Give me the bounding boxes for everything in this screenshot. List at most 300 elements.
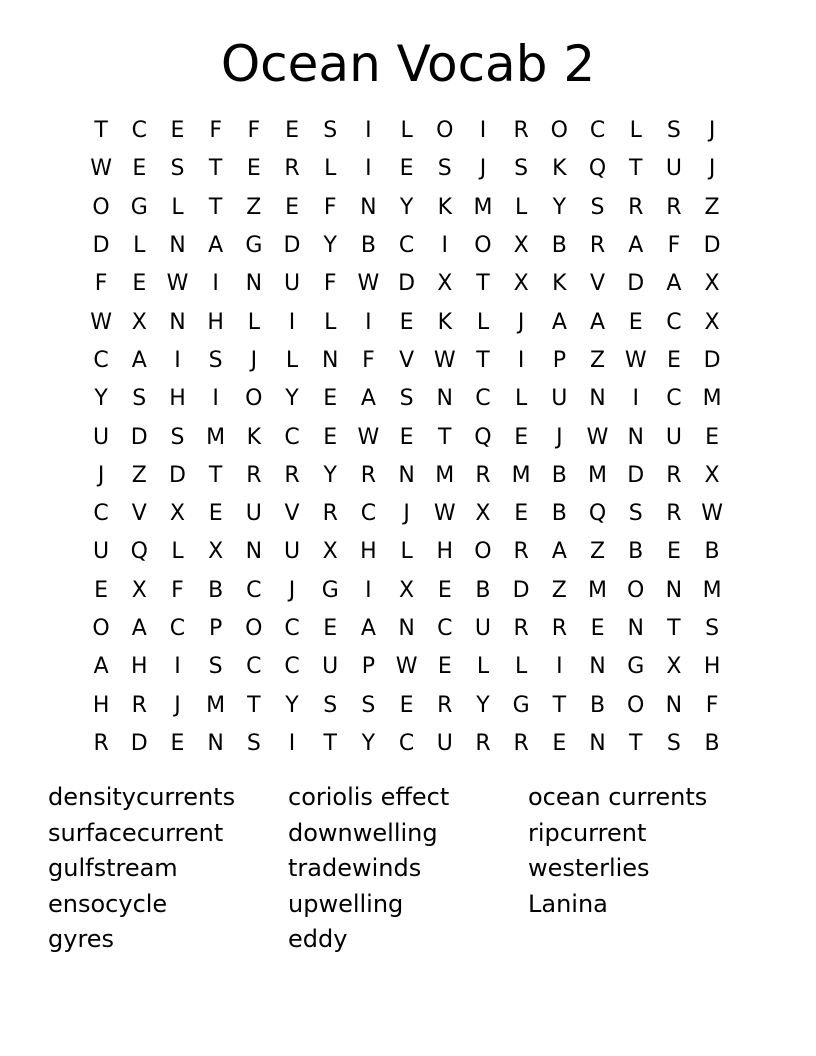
word-list-item: tradewinds [288, 854, 422, 883]
grid-letter: S [323, 692, 338, 718]
grid-letter: N [398, 616, 415, 641]
grid-letter: C [589, 118, 606, 144]
grid-letter: R [551, 616, 567, 641]
grid-letter: L [285, 347, 299, 373]
grid-letter: A [360, 386, 376, 412]
grid-letter: R [666, 194, 682, 220]
grid-letter: M [435, 462, 455, 488]
grid-letter: H [360, 539, 377, 565]
grid-letter: O [245, 386, 263, 412]
grid-letter: B [551, 501, 567, 527]
word-list-item: ocean currents [528, 783, 708, 811]
grid-letter: O [436, 118, 454, 144]
grid-letter: E [285, 118, 299, 144]
grid-letter: R [628, 194, 644, 220]
grid-letter: I [365, 118, 372, 144]
grid-letter: I [365, 156, 372, 182]
grid-letter: Z [589, 347, 606, 373]
grid-letter: K [437, 309, 452, 335]
grid-letter: E [514, 424, 529, 450]
grid-letter: T [476, 271, 490, 297]
grid-letter: Q [130, 539, 148, 565]
grid-letter: C [284, 616, 300, 641]
grid-letter: Q [588, 156, 607, 182]
grid-letter: E [437, 654, 452, 680]
grid-letter: X [704, 462, 720, 488]
grid-letter: J [517, 309, 525, 335]
grid-letter: T [667, 616, 681, 641]
grid-letter: C [246, 654, 262, 680]
grid-letter: X [399, 577, 415, 603]
grid-letter: N [169, 309, 186, 335]
grid-letter: S [705, 616, 720, 641]
grid-letter: S [590, 194, 605, 220]
grid-letter: M [206, 692, 226, 718]
grid-letter: W [433, 347, 456, 373]
grid-letter: E [323, 386, 338, 412]
grid-letter: F [323, 194, 337, 220]
grid-letter: S [132, 386, 147, 412]
grid-letter: N [627, 424, 644, 450]
grid-letter: E [170, 118, 185, 144]
grid-letter: S [666, 730, 681, 756]
grid-letter: F [171, 577, 184, 603]
grid-letter: H [169, 386, 186, 412]
grid-letter: B [208, 577, 224, 603]
grid-letter: O [92, 194, 110, 220]
grid-letter: E [285, 194, 299, 220]
word-list-item: gulfstream [48, 854, 178, 883]
grid-letter: B [589, 692, 606, 718]
grid-letter: R [437, 692, 453, 718]
grid-letter: R [131, 692, 147, 718]
grid-letter: N [665, 692, 683, 718]
grid-letter: L [515, 194, 528, 220]
grid-letter: E [246, 156, 261, 182]
grid-letter: X [704, 271, 720, 297]
grid-letter: X [437, 271, 453, 297]
grid-letter: A [208, 233, 224, 259]
word-list-item: downwelling [288, 818, 438, 847]
grid-letter: R [513, 616, 529, 641]
grid-letter: Q [588, 501, 607, 527]
grid-letter: G [245, 233, 263, 259]
grid-letter: N [245, 539, 263, 565]
grid-letter: V [131, 501, 147, 527]
grid-letter: M [206, 424, 226, 450]
grid-letter: W [357, 424, 380, 450]
grid-letter: C [360, 501, 377, 527]
grid-letter: V [590, 271, 606, 297]
grid-letter: J [288, 577, 296, 603]
grid-letter: U [665, 156, 682, 182]
grid-letter: X [513, 271, 529, 297]
grid-letter: I [517, 347, 525, 373]
grid-letter: R [93, 730, 109, 756]
grid-letter: R [322, 501, 338, 527]
grid-letter: U [93, 539, 110, 565]
grid-letter: J [174, 692, 181, 718]
grid-letter: Y [399, 194, 414, 220]
grid-letter: Q [474, 424, 492, 450]
grid-letter: O [245, 616, 263, 641]
grid-letter: Y [323, 233, 337, 259]
grid-letter: T [323, 730, 337, 756]
grid-letter: N [665, 577, 683, 603]
grid-letter: R [666, 501, 682, 527]
grid-letter: Z [589, 539, 606, 565]
grid-letter: U [93, 424, 110, 450]
grid-letter: W [166, 271, 189, 297]
grid-letter: D [512, 577, 530, 603]
grid-letter: T [208, 194, 223, 220]
grid-letter: E [437, 577, 452, 603]
grid-letter: H [703, 654, 721, 680]
grid-letter: J [250, 347, 258, 373]
grid-letter: Z [704, 194, 720, 220]
grid-letter: E [132, 156, 147, 182]
grid-letter: D [130, 424, 148, 450]
grid-letter: O [627, 692, 645, 718]
grid-letter: L [629, 118, 642, 144]
grid-letter: N [589, 730, 606, 756]
grid-letter: N [169, 233, 186, 259]
grid-letter: A [628, 233, 644, 259]
grid-letter: K [552, 156, 567, 182]
grid-letter: K [552, 271, 567, 297]
grid-letter: F [705, 692, 719, 718]
grid-letter: O [92, 616, 110, 641]
grid-letter: D [130, 730, 148, 756]
grid-letter: C [475, 386, 491, 412]
grid-letter: X [208, 539, 224, 565]
grid-letter: S [208, 347, 223, 373]
grid-letter: R [246, 462, 262, 488]
grid-letter: X [131, 309, 147, 335]
grid-letter: T [208, 462, 223, 488]
grid-letter: W [624, 347, 647, 373]
grid-letter: V [284, 501, 300, 527]
grid-letter: M [702, 386, 722, 412]
grid-letter: F [667, 233, 681, 259]
grid-letter: L [515, 654, 528, 680]
grid-letter: C [284, 424, 300, 450]
grid-letter: L [171, 539, 184, 565]
grid-letter: Z [131, 462, 147, 488]
grid-letter: J [556, 424, 563, 450]
grid-letter: Y [323, 462, 337, 488]
grid-letter: E [666, 539, 681, 565]
grid-letter: B [360, 233, 376, 259]
grid-letter: Z [246, 194, 262, 220]
grid-letter: Y [476, 692, 490, 718]
grid-letter: T [94, 118, 108, 144]
grid-letter: E [399, 692, 414, 718]
grid-letter: B [551, 462, 567, 488]
grid-letter: L [324, 309, 337, 335]
grid-letter: Y [285, 386, 299, 412]
grid-letter: I [632, 386, 639, 412]
grid-letter: B [475, 577, 491, 603]
grid-letter: D [168, 462, 186, 488]
word-list-item: surfacecurrent [48, 818, 224, 847]
grid-letter: N [245, 271, 263, 297]
grid-letter: U [322, 654, 339, 680]
grid-letter: B [704, 539, 720, 565]
grid-letter: T [476, 347, 490, 373]
grid-letter: I [288, 309, 296, 335]
grid-letter: C [131, 118, 147, 144]
word-list-item: upwelling [288, 889, 404, 918]
grid-letter: R [475, 462, 491, 488]
grid-letter: E [399, 309, 414, 335]
grid-letter: U [551, 386, 568, 412]
grid-letter: L [324, 156, 337, 182]
grid-letter: B [551, 233, 567, 259]
grid-letter: I [212, 386, 219, 412]
grid-letter: M [588, 577, 608, 603]
grid-letter: H [436, 539, 454, 565]
grid-letter: I [365, 309, 372, 335]
grid-letter: N [360, 194, 377, 220]
grid-letter: O [474, 233, 492, 259]
grid-letter: L [476, 654, 490, 680]
word-search-grid [82, 112, 731, 763]
word-list-item: densitycurrents [48, 783, 236, 811]
grid-letter: R [513, 539, 529, 565]
grid-letter: I [441, 233, 449, 259]
grid-letter: M [588, 462, 608, 488]
grid-letter: T [247, 692, 261, 718]
grid-letter: N [321, 347, 339, 373]
grid-letter: A [131, 616, 147, 641]
grid-letter: G [321, 577, 339, 603]
grid-letter: M [702, 577, 722, 603]
grid-letter: X [322, 539, 338, 565]
grid-letter: F [247, 118, 261, 144]
grid-letter: E [628, 309, 643, 335]
grid-letter: C [246, 577, 262, 603]
word-list-item: coriolis effect [288, 783, 450, 811]
grid-letter: I [365, 577, 372, 603]
grid-letter: E [132, 271, 147, 297]
grid-letter: A [590, 309, 606, 335]
grid-letter: U [283, 539, 301, 565]
grid-letter: C [398, 730, 415, 756]
grid-letter: H [92, 692, 110, 718]
grid-letter: C [93, 501, 109, 527]
grid-letter: W [90, 309, 112, 335]
grid-letter: D [283, 233, 301, 259]
grid-letter: B [628, 539, 644, 565]
page-title: Ocean Vocab 2 [220, 35, 596, 93]
grid-letter: L [515, 386, 528, 412]
grid-letter: V [399, 347, 415, 373]
grid-letter: D [703, 233, 721, 259]
grid-letter: D [627, 271, 645, 297]
grid-letter: L [476, 309, 490, 335]
grid-letter: C [93, 347, 109, 373]
grid-letter: W [395, 654, 418, 680]
grid-letter: R [513, 118, 529, 144]
grid-letter: U [245, 501, 262, 527]
grid-letter: I [174, 347, 181, 373]
grid-letter: L [247, 309, 260, 335]
grid-letter: A [666, 271, 682, 297]
grid-letter: I [174, 654, 181, 680]
grid-letter: E [552, 730, 567, 756]
grid-letter: W [701, 501, 723, 527]
grid-letter: H [207, 309, 224, 335]
grid-letter: X [169, 501, 185, 527]
grid-letter: C [437, 616, 453, 641]
grid-letter: J [97, 462, 105, 488]
grid-letter: W [433, 501, 456, 527]
grid-letter: R [284, 156, 300, 182]
grid-letter: G [627, 654, 645, 680]
grid-letter: F [209, 118, 222, 144]
grid-letter: G [512, 692, 530, 718]
grid-letter: E [170, 730, 185, 756]
grid-letter: H [131, 654, 148, 680]
word-list-item: ensocycle [48, 889, 168, 918]
grid-letter: A [93, 654, 109, 680]
grid-letter: A [551, 309, 567, 335]
grid-letter: Z [551, 577, 567, 603]
word-list-item: Lanina [528, 889, 608, 918]
grid-letter: L [400, 118, 413, 144]
grid-letter: S [323, 118, 338, 144]
grid-letter: I [556, 654, 563, 680]
grid-letter: W [357, 271, 380, 297]
grid-letter: E [590, 616, 605, 641]
grid-letter: F [94, 271, 108, 297]
grid-letter: D [398, 271, 416, 297]
grid-letter: T [628, 156, 643, 182]
grid-letter: X [704, 309, 720, 335]
grid-letter: R [589, 233, 606, 259]
grid-letter: S [666, 118, 681, 144]
grid-letter: C [398, 233, 415, 259]
grid-letter: D [627, 462, 645, 488]
grid-letter: N [436, 386, 454, 412]
grid-letter: J [708, 156, 716, 182]
grid-letter: N [589, 386, 606, 412]
grid-letter: P [361, 654, 376, 680]
grid-letter: P [552, 347, 566, 373]
grid-letter: T [438, 424, 452, 450]
grid-letter: E [514, 501, 529, 527]
grid-letter: K [246, 424, 262, 450]
grid-letter: C [169, 616, 186, 641]
grid-letter: M [473, 194, 493, 220]
grid-letter: Y [285, 692, 299, 718]
grid-letter: J [708, 118, 716, 144]
grid-letter: I [288, 730, 296, 756]
grid-letter: E [666, 347, 681, 373]
grid-letter: F [362, 347, 375, 373]
grid-letter: N [398, 462, 415, 488]
grid-letter: E [399, 424, 414, 450]
word-list-item: westerlies [528, 854, 650, 883]
grid-letter: A [131, 347, 147, 373]
grid-letter: B [704, 730, 720, 756]
grid-letter: W [90, 156, 112, 182]
grid-letter: A [551, 539, 567, 565]
grid-letter: R [284, 462, 300, 488]
grid-letter: R [513, 730, 529, 756]
grid-letter: D [92, 233, 110, 259]
grid-letter: X [666, 654, 682, 680]
grid-letter: J [403, 501, 410, 527]
grid-letter: I [212, 271, 219, 297]
grid-letter: R [666, 462, 682, 488]
grid-letter: U [474, 616, 492, 641]
grid-letter: S [437, 156, 452, 182]
grid-letter: T [208, 156, 223, 182]
grid-letter: J [479, 156, 487, 182]
word-list [48, 780, 788, 958]
grid-letter: A [360, 616, 376, 641]
word-list-item: ripcurrent [528, 818, 647, 847]
grid-letter: E [94, 577, 109, 603]
grid-letter: S [628, 501, 643, 527]
grid-letter: P [209, 616, 223, 641]
grid-letter: Y [552, 194, 567, 220]
grid-letter: S [208, 654, 223, 680]
grid-letter: E [323, 616, 338, 641]
grid-letter: E [705, 424, 720, 450]
grid-letter: W [586, 424, 609, 450]
word-list-item: gyres [48, 925, 115, 954]
grid-letter: S [246, 730, 261, 756]
grid-letter: S [361, 692, 376, 718]
grid-letter: L [171, 194, 184, 220]
grid-letter: K [437, 194, 452, 220]
grid-letter: I [479, 118, 487, 144]
grid-letter: C [666, 386, 682, 412]
grid-letter: U [436, 730, 453, 756]
grid-letter: O [474, 539, 492, 565]
grid-letter: R [360, 462, 377, 488]
grid-letter: X [131, 577, 147, 603]
grid-letter: R [475, 730, 491, 756]
grid-letter: T [552, 692, 567, 718]
grid-letter: U [283, 271, 301, 297]
word-list-item: eddy [288, 925, 348, 954]
grid-letter: C [666, 309, 682, 335]
grid-letter: S [399, 386, 414, 412]
grid-letter: N [207, 730, 224, 756]
grid-letter: T [628, 730, 643, 756]
grid-letter: X [513, 233, 529, 259]
grid-letter: S [170, 424, 185, 450]
grid-letter: M [511, 462, 531, 488]
grid-letter: D [703, 347, 721, 373]
grid-letter: U [665, 424, 682, 450]
word-list-item [528, 922, 768, 958]
grid-letter: O [627, 577, 645, 603]
grid-letter: X [475, 501, 491, 527]
grid-letter: E [399, 156, 414, 182]
grid-letter: C [284, 654, 300, 680]
grid-letter: L [133, 233, 146, 259]
grid-letter: L [400, 539, 413, 565]
grid-letter: S [514, 156, 529, 182]
grid-letter: Y [361, 730, 376, 756]
grid-letter: S [170, 156, 185, 182]
grid-letter: E [323, 424, 338, 450]
